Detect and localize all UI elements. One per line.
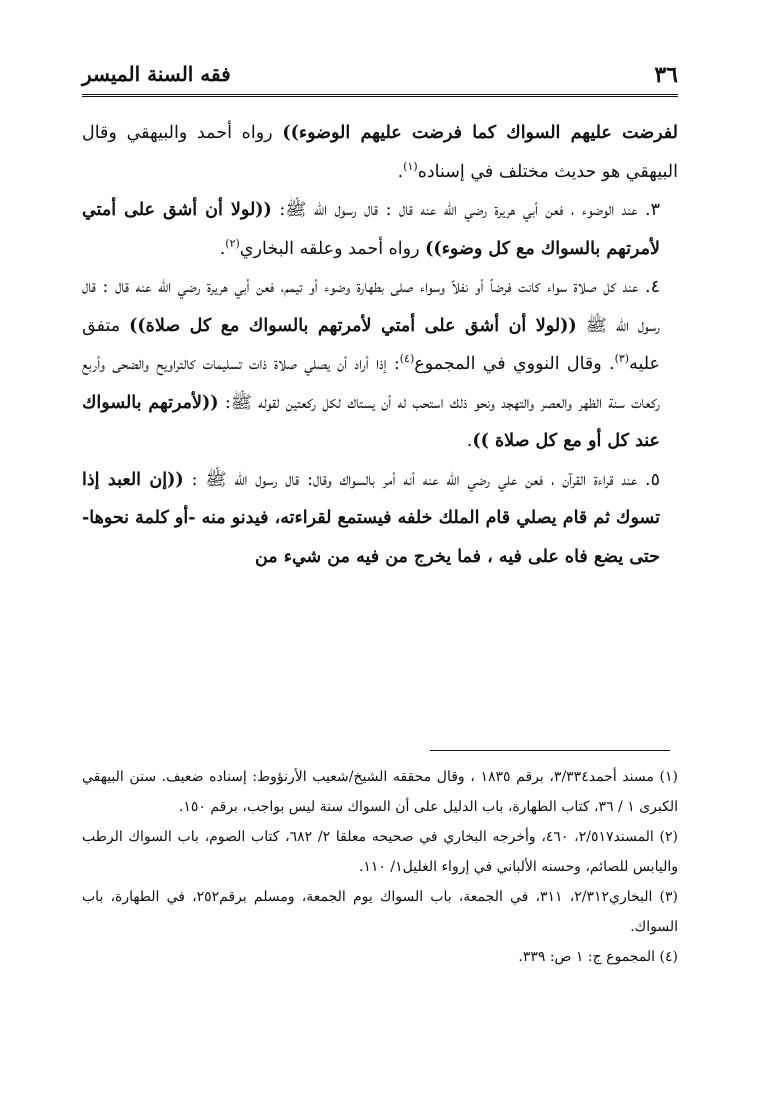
footnote-ref: (١) (403, 159, 418, 173)
footnote: (١) مسند أحمد٣/٣٣٤، برقم ١٨٣٥ ، وقال محققه الشيخ/شعيب الأرنؤوط: إسناده ضعيف. سنن البيهقي الكبرى ١ / ٣٦، كتاب الطهارة، باب الدليل على أن السواك سنة ليس بواجب، برقم ١٥٠. (82, 769, 678, 815)
hadith-text: لفرضت عليهم السواك كما فرضت عليهم الوضوء)) (282, 123, 678, 143)
footnote: (٤) المجموع ج: ١ ص: ٣٣٩. (518, 949, 678, 965)
footnote-ref: (٤) (399, 352, 415, 366)
paragraph-4 (82, 461, 678, 577)
hadith-text: ((لولا أن أشق على أمتي لأمرتهم بالسواك مع كل صلاة)) (129, 315, 577, 336)
footnotes (82, 762, 678, 972)
footnote: (٢) المسند٢/٥١٧، ٤٦٠، وأخرجه البخاري في صحيحه معلقا ٢/ ٦٨٢، كتاب الصوم، باب السواك الرطب واليابس للصائم، وحسنه الألباني في إرواء الغليل١/ ١١٠. (82, 829, 678, 875)
footnote-separator (430, 750, 670, 751)
paragraph-text: رواه أحمد والبيهقي وقال البيهقي هو حديث مختلف في إسناده (82, 123, 678, 182)
header-rule (82, 94, 678, 97)
paragraph-text: : إذا أراد أن يصلي صلاة ذات تسليمات كالتراويح والضحى وأربع ركعات سنة الظهر والعصر والتهجد ونحو ذلك استحب له أن يستاك لكل ركعتين لقوله ﷺ: (82, 354, 660, 413)
paragraph-text: ٥. عند قراءة القرآن ، فعن علي رضي الله عنه أنه أمر بالسواك وقال: قال رسول الله ﷺ : (183, 469, 660, 490)
body-text (82, 114, 678, 576)
paragraph-text: . وقال النووي في المجموع (414, 354, 615, 374)
paragraph-1: لفرضت عليهم السواك كما فرضت عليهم الوضوء)) رواه أحمد والبيهقي وقال البيهقي هو حديث مختلف في إسناده$^{(١)}$. (82, 123, 678, 182)
page-header (82, 58, 678, 94)
footnote-ref: (٣) (614, 352, 630, 366)
footnote-ref: (٢) (225, 236, 240, 250)
hadith-text: ((إن العبد إذا تسوك ثم قام يصلي قام الملك خلفه فيستمع لقراءته، فيدنو منه -أو كلمة نحوها- حتى يضع فاه على فيه ، فما يخرج من فيه من شيء من (82, 469, 660, 567)
page-number: ٣٦ (654, 62, 678, 88)
paragraph-text: رواه أحمد وعلقه البخاري (239, 238, 426, 259)
paragraph-2: ٣. عند الوضوء ، فعن أبي هريرة رضي الله عنه قال : قال رسول الله ﷺ: ((لولا أن أشق على أمتي لأمرتهم بالسواك مع كل وضوء)) رواه أحمد وعلقه البخاري$^{(٢)}$. (82, 200, 660, 259)
paragraph-text: متفق عليه (82, 315, 660, 374)
paragraph-text: ٤. عند كل صلاة سواء كانت فرضاً أو نفلاً وسواء صلى بطهارة وضوء أو تيمم، فعن أبي هريرة رضي الله عنه قال : قال رسول الله ﷺ (82, 277, 661, 336)
hadith-text: ((لأمرتهم بالسواك عند كل أو مع كل صلاة )) (82, 392, 660, 451)
paragraph-3: ٤. عند كل صلاة سواء كانت فرضاً أو نفلاً وسواء صلى بطهارة وضوء أو تيمم، فعن أبي هريرة رضي الله عنه قال : قال رسول الله ﷺ ((لولا أن أشق على أمتي لأمرتهم بالسواك مع كل صلاة)) متفق عليه$^{(٣)}$. وقال النووي في المجموع$^{(٤)}$: إذا أراد أن يصلي صلاة ذات تسليمات كالتراويح والضحى وأربع ركعات سنة الظهر والعصر والتهجد ونحو ذلك استحب له أن يستاك لكل ركعتين لقوله ﷺ: ((لأمرتهم بالسواك عند كل أو مع كل صلاة )). (82, 277, 661, 451)
paragraph-text: ٣. عند الوضوء ، فعن أبي هريرة رضي الله عنه قال : قال رسول الله ﷺ: (271, 200, 660, 220)
book-title: فقه السنة الميسر (82, 62, 231, 86)
footnote: (٣) البخاري٢/٣١٢، ٣١١، في الجمعة، باب السواك يوم الجمعة، ومسلم برقم٢٥٢، في الطهارة، باب السواك. (82, 889, 679, 935)
hadith-text: ((لولا أن أشق على أمتي لأمرتهم بالسواك مع كل وضوء)) (82, 200, 660, 259)
